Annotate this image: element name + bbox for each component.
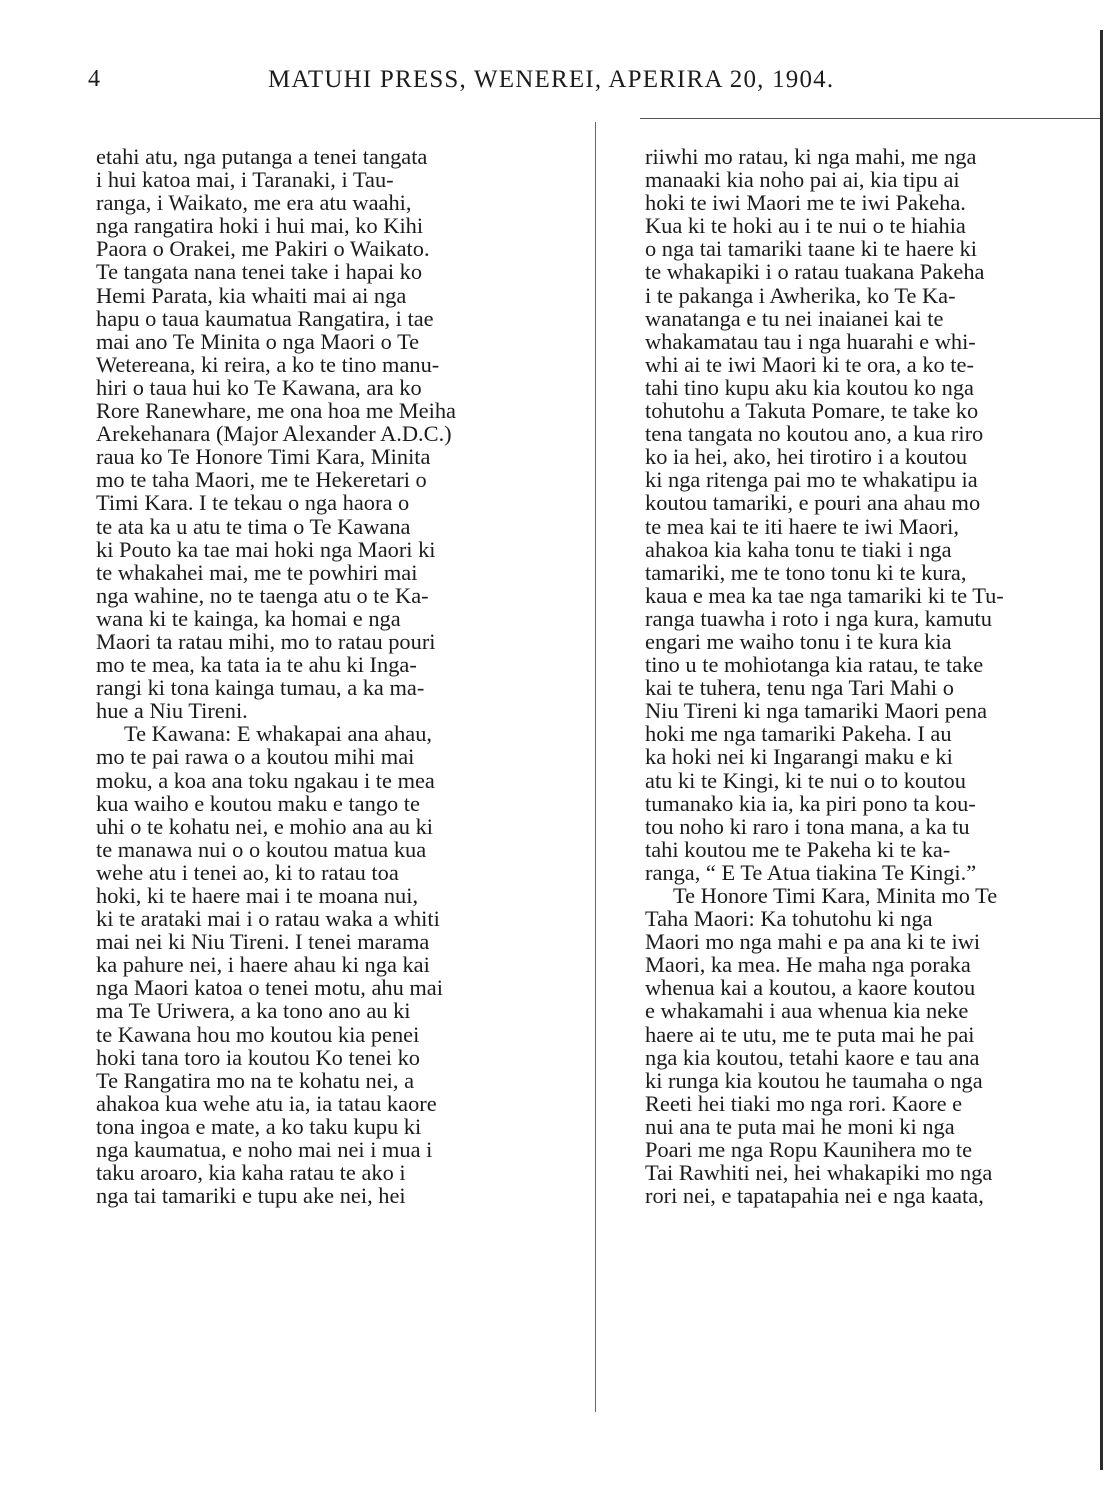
right-column-line: Te Honore Timi Kara, Minita mo Te xyxy=(673,883,998,908)
left-column-line: Te tangata nana tenei take i hapai ko xyxy=(96,259,423,285)
left-column-line: Arekehanara (Major Alexander A.D.C.) xyxy=(96,421,452,447)
right-column-line: ahakoa kia kaha tonu te tiaki i nga xyxy=(645,536,952,562)
left-column-line: hiri o taua hui ko Te Kawana, ara ko xyxy=(96,374,422,400)
left-column xyxy=(96,145,556,1207)
left-column-line: Te Rangatira mo na te kohatu nei, a xyxy=(96,1067,415,1093)
page-number: 4 xyxy=(88,66,100,92)
right-column-line: whakamatau tau i nga huarahi e whi- xyxy=(645,328,976,354)
right-column-line: engari me waiho tonu i te kura kia xyxy=(645,628,952,654)
right-column-line: tamariki, me te tono tonu ki te kura, xyxy=(645,559,967,585)
left-column-line: moku, a koa ana toku ngakau i te mea xyxy=(96,767,435,793)
left-column-line: te whakahei mai, me te powhiri mai xyxy=(96,559,418,585)
left-column-line: nga kaumatua, e noho mai nei i mua i xyxy=(96,1137,433,1163)
left-column-line: te ata ka u atu te tima o Te Kawana xyxy=(96,513,411,539)
left-column-line: nga tai tamariki e tupu ake nei, hei xyxy=(96,1183,406,1209)
right-column-line: tou noho ki raro i tona mana, a ka tu xyxy=(645,813,970,839)
left-column-line: Maori ta ratau mihi, mo to ratau pouri xyxy=(96,628,436,654)
right-column-line: tena tangata no koutou ano, a kua riro xyxy=(645,421,984,447)
left-column-line: nga Maori katoa o tenei motu, ahu mai xyxy=(96,975,443,1001)
left-column-line: te manawa nui o o koutou matua kua xyxy=(96,836,427,862)
left-column-line: Hemi Parata, kia whaiti mai ai nga xyxy=(96,282,407,308)
left-column-line: mai ano Te Minita o nga Maori o Te xyxy=(96,328,420,354)
page-edge-rule xyxy=(1100,30,1103,1470)
right-column-line: kai te tuhera, tenu nga Tari Mahi o xyxy=(645,675,954,701)
left-column-line: Paora o Orakei, me Pakiri o Waikato. xyxy=(96,236,430,262)
left-column-line: wehe atu i tenei ao, ki to ratau toa xyxy=(96,859,399,885)
left-column-line: Rore Ranewhare, me ona hoa me Meiha xyxy=(96,398,456,424)
left-column-line: Timi Kara. I te tekau o nga haora o xyxy=(96,490,410,516)
right-column-line: Kua ki te hoki au i te nui o te hiahia xyxy=(645,213,966,239)
right-column xyxy=(645,145,1081,1207)
left-column-line: ki Pouto ka tae mai hoki nga Maori ki xyxy=(96,536,436,562)
right-column-line: Poari me nga Ropu Kaunihera mo te xyxy=(645,1137,973,1163)
left-column-line: ka pahure nei, i haere ahau ki nga kai xyxy=(96,952,430,978)
left-column-line: uhi o te kohatu nei, e mohio ana au ki xyxy=(96,813,434,839)
column-divider xyxy=(595,122,596,1412)
right-column-line: e whakamahi i aua whenua kia neke xyxy=(645,998,969,1024)
left-column-line: hoki tana toro ia koutou Ko tenei ko xyxy=(96,1044,420,1070)
left-column-line: tona ingoa e mate, a ko taku kupu ki xyxy=(96,1113,422,1139)
left-column-line: nga wahine, no te taenga atu o te Ka- xyxy=(96,582,429,608)
right-column-line: manaaki kia noho pai ai, kia tipu ai xyxy=(645,167,960,193)
left-column-line: kua waiho e koutou maku e tango te xyxy=(96,790,420,816)
left-column-line: hue a Niu Tireni. xyxy=(96,698,248,724)
right-column-line: Tai Rawhiti nei, hei whakapiki mo nga xyxy=(645,1160,993,1186)
left-column-line: mo te pai rawa o a koutou mihi mai xyxy=(96,744,415,770)
left-column-line: te Kawana hou mo koutou kia penei xyxy=(96,1021,420,1047)
right-column-line: Maori, ka mea. He maha nga poraka xyxy=(645,952,971,978)
right-column-line: ranga, “ E Te Atua tiakina Te Kingi.” xyxy=(645,859,977,885)
right-column-line: ranga tuawha i roto i nga kura, kamutu xyxy=(645,605,992,631)
right-column-line: hoki me nga tamariki Pakeha. I au xyxy=(645,721,952,747)
left-column-line: ma Te Uriwera, a ka tono ano au ki xyxy=(96,998,411,1024)
left-column-line: i hui katoa mai, i Taranaki, i Tau- xyxy=(96,167,394,193)
right-column-line: whenua kai a koutou, a kaore koutou xyxy=(645,975,976,1001)
right-column-line: ki nga ritenga pai mo te whakatipu ia xyxy=(645,467,978,493)
right-column-line: te whakapiki i o ratau tuakana Pakeha xyxy=(645,259,985,285)
left-column-line: wana ki te kainga, ka homai e nga xyxy=(96,605,401,631)
header-rule xyxy=(640,118,1100,119)
right-column-line: ko ia hei, ako, hei tirotiro i a koutou xyxy=(645,444,968,470)
right-column-line: ki runga kia koutou he taumaha o nga xyxy=(645,1067,983,1093)
left-column-line: hoki, ki te haere mai i te moana nui, xyxy=(96,883,419,908)
right-column-line: tahi koutou me te Pakeha ki te ka- xyxy=(645,836,951,862)
right-column-line: nga kia koutou, tetahi kaore e tau ana xyxy=(645,1044,980,1070)
left-column-line: nga rangatira hoki i hui mai, ko Kihi xyxy=(96,213,424,239)
left-column-line: mai nei ki Niu Tireni. I tenei marama xyxy=(96,929,430,955)
right-column-line: nui ana te puta mai he moni ki nga xyxy=(645,1113,955,1139)
right-column-line: kaua e mea ka tae nga tamariki ki te Tu- xyxy=(645,582,1004,608)
left-column-line: raua ko Te Honore Timi Kara, Minita xyxy=(96,444,431,470)
right-column-line: whi ai te iwi Maori ki te ora, a ko te- xyxy=(645,351,974,377)
right-column-line: riiwhi mo ratau, ki nga mahi, me nga xyxy=(645,144,977,169)
left-column-line: mo te taha Maori, me te Hekeretari o xyxy=(96,467,427,493)
right-column-line: tino u te mohiotanga kia ratau, te take xyxy=(645,652,984,678)
right-column-line: tumanako kia ia, ka piri pono ta kou- xyxy=(645,790,976,816)
right-column-line: ka hoki nei ki Ingarangi maku e ki xyxy=(645,744,953,770)
right-column-line: tahi tino kupu aku kia koutou ko nga xyxy=(645,374,974,400)
right-column-line: rori nei, e tapatapahia nei e nga kaata, xyxy=(645,1183,984,1209)
right-column-line: tohutohu a Takuta Pomare, te take ko xyxy=(645,398,979,424)
right-column-line: o nga tai tamariki taane ki te haere ki xyxy=(645,236,977,262)
left-column-line: etahi atu, nga putanga a tenei tangata xyxy=(96,144,428,169)
right-column-line: hoki te iwi Maori me te iwi Pakeha. xyxy=(645,190,966,216)
left-column-line: mo te mea, ka tata ia te ahu ki Inga- xyxy=(96,652,417,678)
right-column-line: Niu Tireni ki nga tamariki Maori pena xyxy=(645,698,988,724)
right-column-line: koutou tamariki, e pouri ana ahau mo xyxy=(645,490,981,516)
left-column-line: hapu o taua kaumatua Rangatira, i tae xyxy=(96,305,434,331)
right-column-line: atu ki te Kingi, ki te nui o to koutou xyxy=(645,767,966,793)
left-column-line: taku aroaro, kia kaha ratau te ako i xyxy=(96,1160,406,1186)
right-column-line: wanatanga e tu nei inaianei kai te xyxy=(645,305,944,331)
left-column-line: ranga, i Waikato, me era atu waahi, xyxy=(96,190,412,216)
left-column-line: ahakoa kua wehe atu ia, ia tatau kaore xyxy=(96,1090,437,1116)
masthead-title: MATUHI PRESS, WENEREI, APERIRA 20, 1904. xyxy=(268,66,835,93)
right-column-line: te mea kai te iti haere te iwi Maori, xyxy=(645,513,959,539)
right-column-line: Reeti hei tiaki mo nga rori. Kaore e xyxy=(645,1090,963,1116)
left-column-line: Te Kawana: E whakapai ana ahau, xyxy=(124,721,433,747)
left-column-line: Wetereana, ki reira, a ko te tino manu- xyxy=(96,351,440,377)
right-column-line: Taha Maori: Ka tohutohu ki nga xyxy=(645,906,933,932)
right-column-line: i te pakanga i Awherika, ko Te Ka- xyxy=(645,282,956,308)
right-column-line: haere ai te utu, me te puta mai he pai xyxy=(645,1021,975,1047)
left-column-line: ki te arataki mai i o ratau waka a whiti xyxy=(96,906,440,932)
left-column-line: rangi ki tona kainga tumau, a ka ma- xyxy=(96,675,425,701)
page-header xyxy=(88,66,1088,106)
right-column-line: Maori mo nga mahi e pa ana ki te iwi xyxy=(645,929,981,955)
